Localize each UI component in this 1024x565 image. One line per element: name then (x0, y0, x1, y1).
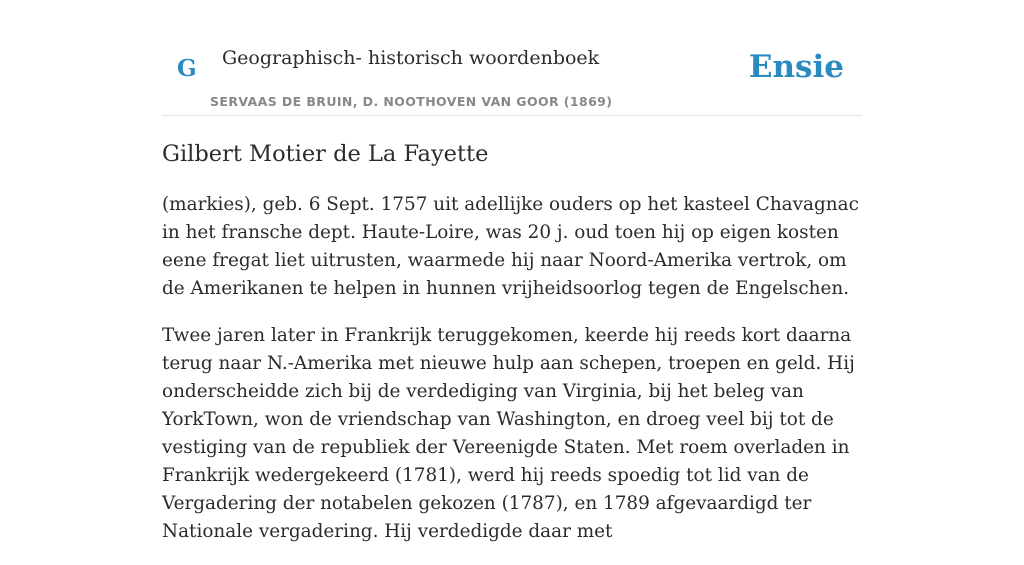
page (162, 0, 862, 542)
brand-logo[interactable]: Ensie (748, 49, 844, 85)
header (162, 0, 862, 116)
book-authors: SERVAAS DE BRUIN, D. NOOTHOVEN VAN GOOR (1869) (210, 94, 613, 109)
entry-title: Gilbert Motier de La Fayette (162, 141, 489, 167)
entry-paragraph: (markies), geb. 6 Sept. 1757 uit adellijke ouders op het kasteel Chavagnac in het fransche dept. Haute-Loire, was 20 j. oud toen hij op eigen kosten eene fregat liet uitrusten, waarmede hij naar Noord-Amerika vertrok, om de Amerikanen te helpen in hunnen vrijheidsoorlog tegen de Engelschen. (162, 194, 859, 299)
book-title[interactable]: Geographisch- historisch woordenboek (222, 47, 600, 69)
book-logo-icon[interactable]: G (177, 55, 197, 82)
entry-paragraph: Twee jaren later in Frankrijk teruggekomen, keerde hij reeds kort daarna terug naar N.-Amerika met nieuwe hulp aan schepen, troepen en geld. Hij onderscheidde zich bij de verdediging van Virginia, bij het beleg van YorkTown, won de vriendschap van Washington, en droeg veel bij tot de vestiging van de republiek der Vereenigde Staten. Met roem overladen in Frankrijk wedergekeerd (1781), werd hij reeds spoedig tot lid van de Vergadering der notabelen gekozen (1787), en 1789 afgevaardigd ter Nationale vergadering. Hij verdedigde daar met (162, 325, 855, 542)
entry-body (162, 191, 862, 565)
